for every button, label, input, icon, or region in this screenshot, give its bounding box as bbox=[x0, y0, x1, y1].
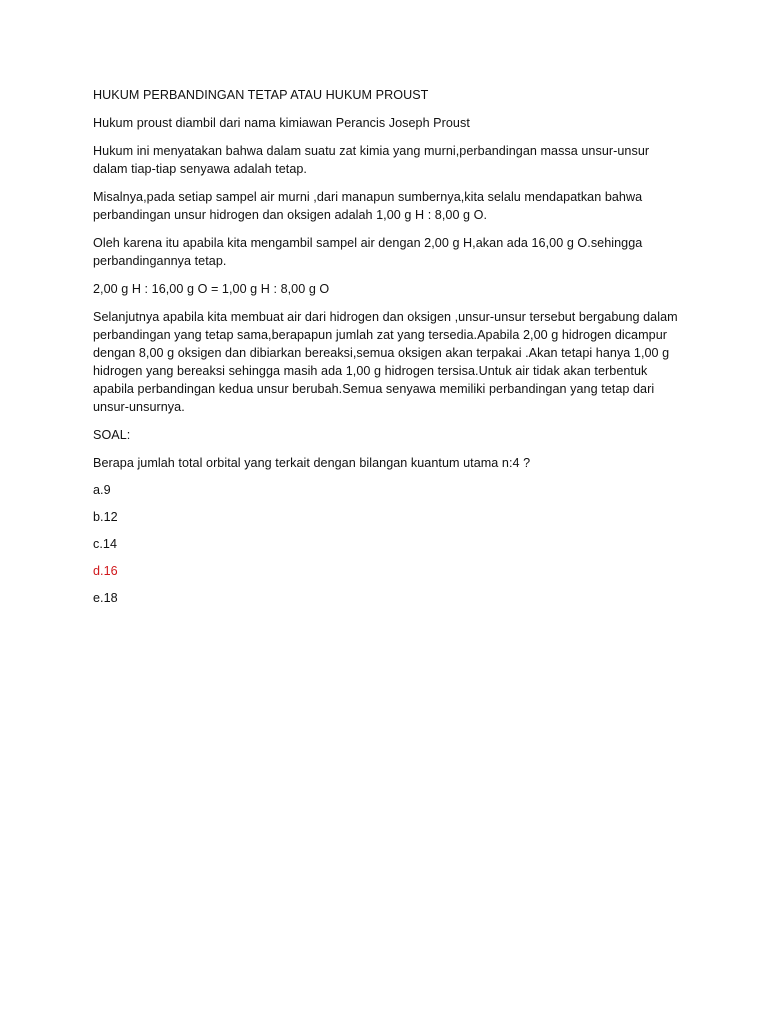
document-title: HUKUM PERBANDINGAN TETAP ATAU HUKUM PROUST bbox=[93, 88, 429, 102]
calculation-paragraph: Oleh karena itu apabila kita mengambil sampel air dengan 2,00 g H,akan ada 16,00 g O.sehingga perbandingannya tetap. bbox=[93, 236, 643, 268]
intro-paragraph: Hukum proust diambil dari nama kimiawan Perancis Joseph Proust bbox=[93, 116, 470, 130]
soal-label: SOAL: bbox=[93, 428, 131, 442]
answer-option-e: e.18 bbox=[93, 591, 118, 605]
definition-paragraph: Hukum ini menyatakan bahwa dalam suatu zat kimia yang murni,perbandingan massa unsur-unsur dalam tiap-tiap senyawa adalah tetap. bbox=[93, 144, 650, 176]
answer-option-b: b.12 bbox=[93, 510, 118, 524]
answer-option-a: a.9 bbox=[93, 483, 111, 497]
example-paragraph: Misalnya,pada setiap sampel air murni ,dari manapun sumbernya,kita selalu mendapatkan bahwa perbandingan unsur hidrogen dan oksigen adalah 1,00 g H : 8,00 g O. bbox=[93, 190, 643, 222]
document-body bbox=[93, 86, 683, 616]
ratio-equation: 2,00 g H : 16,00 g O = 1,00 g H : 8,00 g O bbox=[93, 282, 330, 296]
question-text: Berapa jumlah total orbital yang terkait dengan bilangan kuantum utama n:4 ? bbox=[93, 456, 531, 470]
answer-option-c: c.14 bbox=[93, 537, 118, 551]
answer-option-d-correct: d.16 bbox=[93, 564, 118, 578]
explanation-paragraph: Selanjutnya apabila kita membuat air dari hidrogen dan oksigen ,unsur-unsur tersebut bergabung dalam perbandingan yang tetap sama,berapapun jumlah zat yang tersedia.Apabila 2,00 g hidrogen dicampur dengan 8,00 g oksigen dan dibiarkan bereaksi,semua oksigen akan terpakai .Akan tetapi hanya 1,00 g hidrogen yang bereaksi sehingga masih ada 1,00 g hidrogen tersisa.Untuk air tidak akan terbentuk apabila perbandingan kedua unsur berubah.Semua senyawa memiliki perbandingan yang tetap dari unsur-unsurnya. bbox=[93, 310, 678, 414]
